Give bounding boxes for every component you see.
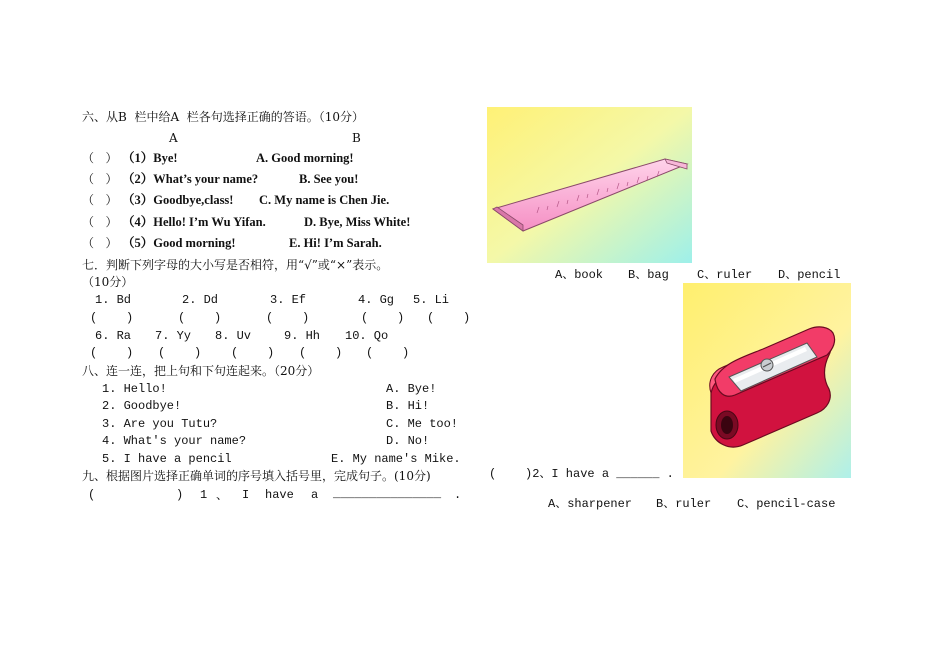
letter-pair-4: 4. Gg [358,293,395,307]
letter-pair-7: 7. Yy [155,329,192,343]
match-right-b: B. Hi! [386,399,430,413]
match-left-1: 1. Hello! [102,382,167,396]
match-left-3: 3. Are you Tutu? [102,417,218,431]
answer-b-2: B. See you! [299,172,359,186]
answer-b-5: E. Hi! I’m Sarah. [289,236,382,250]
answer-paren: （ ） [82,236,118,250]
answer-blank: ( ) [90,311,134,325]
q1-word-have: have [265,488,294,502]
letter-pair-5: 5. Li [413,293,450,307]
q1-word-a: a [311,488,319,502]
q1-period: . [454,488,462,502]
section-7-title: 七．判断下列字母的大小写是否相符，用“√”或“×”表示。 [82,258,389,272]
question-a-5: （5）Good morning! [122,236,236,250]
q1-blank: _______________ [333,487,442,501]
section-9-title: 九、根据图片选择正确单词的序号填入括号里，完成句子。(10分) [82,469,431,483]
match-right-a: A. Bye! [386,382,437,396]
q1-option-d: D、pencil [778,268,841,282]
q1-open-paren: ( [88,488,96,502]
q1-separator: 、 [216,488,229,502]
question-a-4: （4）Hello! I’m Wu Yifan. [122,215,266,229]
q1-option-c: C、ruler [697,268,753,282]
letter-pair-9: 9. Hh [284,329,321,343]
section-6-title: 六、从B 栏中给A 栏各句选择正确的答语。（10分） [82,110,365,124]
answer-blank: ( ) [299,346,343,360]
letter-pair-10: 10. Qo [345,329,389,343]
ruler-image [487,107,692,263]
letter-pair-1: 1. Bd [95,293,132,307]
q1-word-i: I [242,488,250,502]
answer-b-1: A. Good morning! [256,151,354,165]
sharpener-image [683,283,851,478]
answer-paren: （ ） [82,172,118,186]
match-left-2: 2. Goodbye! [102,399,182,413]
answer-blank: ( ) [231,346,275,360]
match-right-d: D. No! [386,434,430,448]
answer-blank: ( ) [427,311,471,325]
letter-pair-8: 8. Uv [215,329,252,343]
q1-close-paren: ) [176,488,184,502]
q2-option-b: B、ruler [656,497,712,511]
match-right-e: E. My name's Mike. [331,452,461,466]
letter-pair-2: 2. Dd [182,293,219,307]
column-a-header: A [169,131,178,145]
answer-blank: ( ) [366,346,410,360]
match-left-5: 5. I have a pencil [102,452,232,466]
answer-blank: ( ) [90,346,134,360]
q1-number: 1 [200,488,208,502]
question-a-3: （3）Goodbye,class! [122,193,234,207]
q1-option-a: A、book [555,268,604,282]
q2-option-c: C、pencil-case [737,497,836,511]
answer-b-3: C. My name is Chen Jie. [259,193,390,207]
letter-pair-3: 3. Ef [270,293,307,307]
letter-pair-6: 6. Ra [95,329,132,343]
answer-paren: （ ） [82,193,118,207]
match-left-4: 4. What's your name? [102,434,247,448]
question-a-2: （2）What’s your name? [122,172,259,186]
answer-blank: ( ) [266,311,310,325]
q2-option-a: A、sharpener [548,497,633,511]
answer-paren: （ ） [82,215,118,229]
answer-blank: ( ) [361,311,405,325]
q1-option-b: B、bag [628,268,669,282]
section-8-title: 八、连一连，把上句和下句连起来。（20分） [82,364,320,378]
answer-blank: ( ) [158,346,202,360]
match-right-c: C. Me too! [386,417,459,431]
answer-b-4: D. Bye, Miss White! [304,215,411,229]
answer-blank: ( ) [178,311,222,325]
column-b-header: B [352,131,361,145]
answer-paren: （ ） [82,151,118,165]
q2-sentence: ( )2、I have a ______ . [489,467,674,481]
question-a-1: （1）Bye! [122,151,178,165]
section-7-score: （10分） [82,275,134,289]
